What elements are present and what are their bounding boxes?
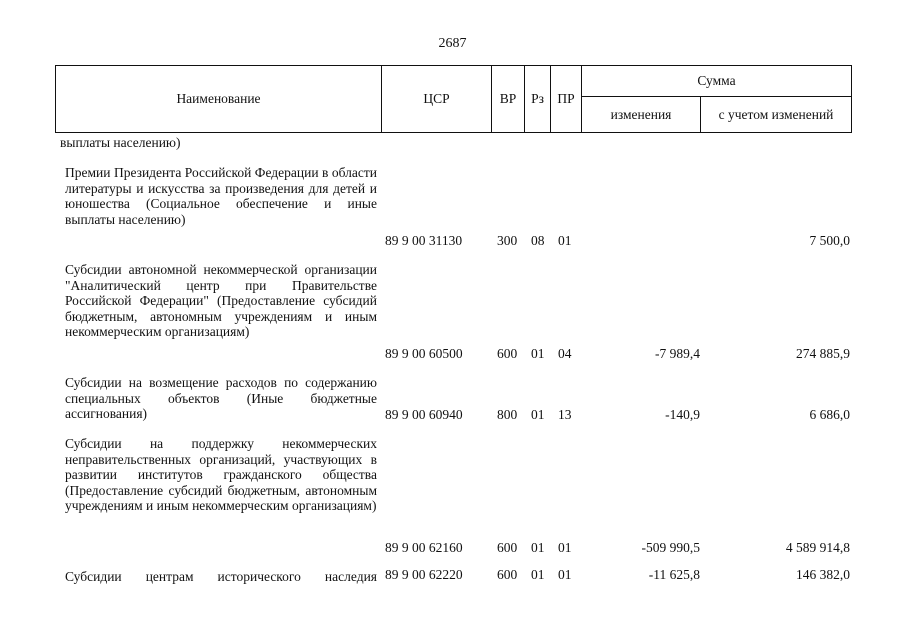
row-change: -140,9 [665, 407, 700, 422]
row-total: 146 382,0 [796, 567, 850, 582]
row-vr: 300 [497, 233, 518, 248]
header-name: Наименование [176, 91, 261, 106]
row-total: 7 500,0 [809, 233, 850, 248]
row-name: Субсидии на поддержку некоммерческих неправительственных организаций, участвующих в развитии институтов гражданского общества (Предоставление субсидий бюджетным, автономным учреждениям и иным некоммерческим организациям) [65, 436, 377, 513]
row-rz: 08 [531, 233, 545, 248]
header-rz: Рз [531, 91, 544, 106]
row-pr: 01 [558, 233, 572, 248]
row-change: -7 989,4 [655, 346, 700, 361]
row-pr: 13 [558, 407, 572, 422]
row-csr: 89 9 00 31130 [385, 233, 463, 248]
header-with-changes: с учетом изменений [718, 106, 834, 122]
row-name: Субсидии на возмещение расходов по содержанию специальных объектов (Иные бюджетные ассигнования) [65, 375, 377, 421]
row-vr: 800 [497, 407, 518, 422]
row-rz: 01 [531, 407, 545, 422]
row-pr: 01 [558, 567, 572, 582]
row-csr: 89 9 00 60940 [385, 407, 463, 422]
row-total: 274 885,9 [796, 346, 850, 361]
row-rz: 01 [531, 346, 545, 361]
carry-over-text: выплаты населению) [60, 135, 181, 150]
row-pr: 01 [558, 540, 572, 555]
row-rz: 01 [531, 540, 545, 555]
row-csr: 89 9 00 62220 [385, 567, 463, 582]
row-pr: 04 [558, 346, 572, 361]
row-name: Субсидии автономной некоммерческой организации "Аналитический центр при Правительстве Российской Федерации" (Предоставление субсидий бюджетным, автономным учреждениям и иным некоммерческим организациям) [65, 262, 377, 339]
row-rz: 01 [531, 567, 545, 582]
header-vr: ВР [499, 91, 517, 106]
row-name: Премии Президента Российской Федерации в области литературы и искусства за произведения для детей и юношества (Социальное обеспечение и иные выплаты населению) [65, 165, 377, 227]
table-header [55, 65, 852, 133]
header-sum: Сумма [697, 73, 736, 88]
row-change: -11 625,8 [648, 567, 700, 582]
row-vr: 600 [497, 540, 518, 555]
header-changes: изменения [610, 106, 672, 122]
row-vr: 600 [497, 567, 518, 582]
header-pr: ПР [557, 91, 575, 106]
row-change: -509 990,5 [641, 540, 700, 555]
row-total: 4 589 914,8 [785, 540, 850, 555]
row-csr: 89 9 00 62160 [385, 540, 463, 555]
page-number: 2687 [438, 36, 467, 51]
row-vr: 600 [497, 346, 518, 361]
row-csr: 89 9 00 60500 [385, 346, 463, 361]
row-total: 6 686,0 [809, 407, 850, 422]
row-name: Субсидии центрам исторического наследия [65, 569, 377, 584]
header-csr: ЦСР [423, 91, 450, 106]
